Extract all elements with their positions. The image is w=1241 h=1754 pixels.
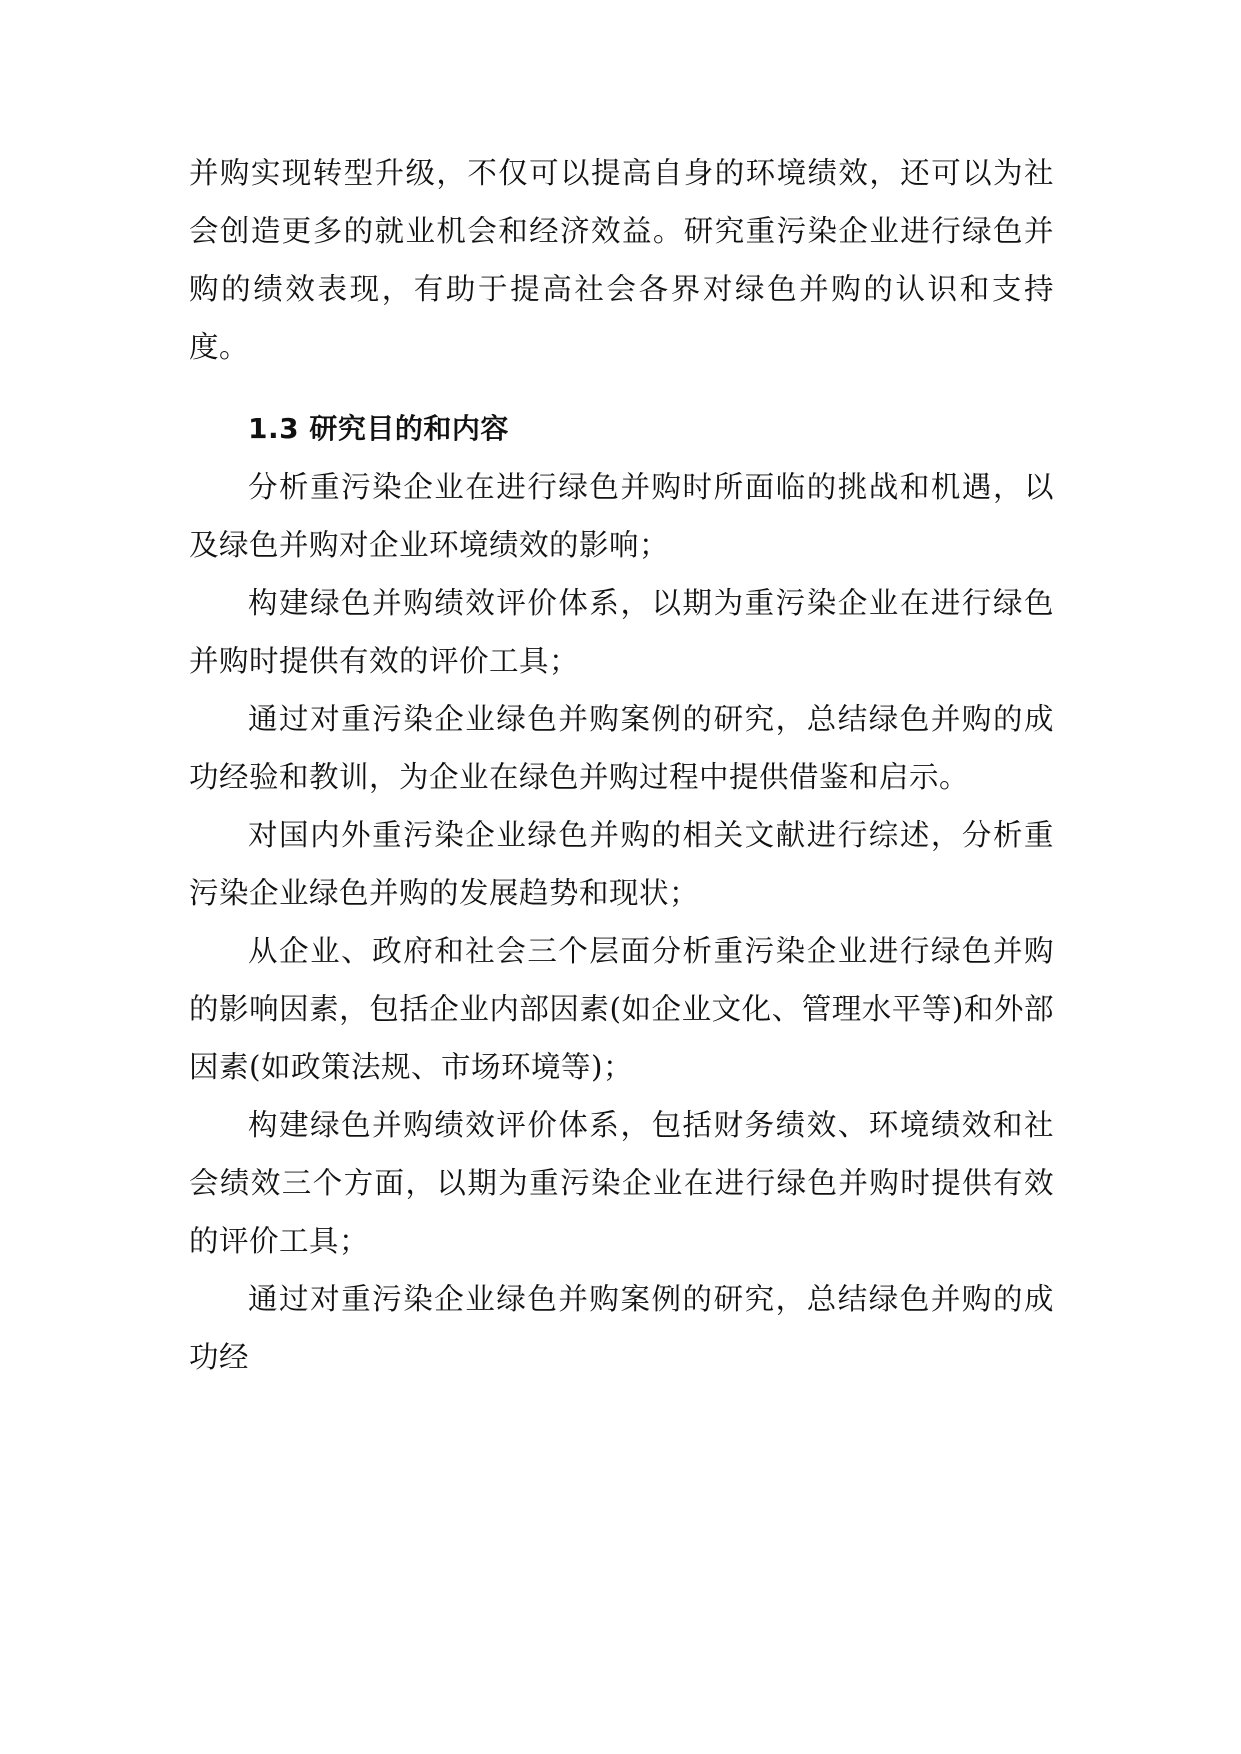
paragraph-4: 对国内外重污染企业绿色并购的相关文献进行综述，分析重污染企业绿色并购的发展趋势和现状； [189, 818, 1054, 910]
paragraph-2: 构建绿色并购绩效评价体系，以期为重污染企业在进行绿色并购时提供有效的评价工具； [189, 586, 1054, 678]
paragraph-1: 分析重污染企业在进行绿色并购时所面临的挑战和机遇，以及绿色并购对企业环境绩效的影响； [189, 470, 1054, 562]
section-heading: 1.3 研究目的和内容 [248, 412, 509, 445]
document-body [189, 144, 1054, 1386]
paragraph-3: 通过对重污染企业绿色并购案例的研究，总结绿色并购的成功经验和教训，为企业在绿色并购过程中提供借鉴和启示。 [189, 702, 1054, 794]
paragraph-6: 构建绿色并购绩效评价体系，包括财务绩效、环境绩效和社会绩效三个方面，以期为重污染企业在进行绿色并购时提供有效的评价工具； [189, 1108, 1054, 1258]
paragraph-7: 通过对重污染企业绿色并购案例的研究，总结绿色并购的成功经 [189, 1282, 1054, 1374]
paragraph-5: 从企业、政府和社会三个层面分析重污染企业进行绿色并购的影响因素，包括企业内部因素(如企业文化、管理水平等)和外部因素(如政策法规、市场环境等)； [189, 934, 1054, 1084]
continuation-paragraph: 并购实现转型升级，不仅可以提高自身的环境绩效，还可以为社会创造更多的就业机会和经济效益。研究重污染企业进行绿色并购的绩效表现，有助于提高社会各界对绿色并购的认识和支持度。 [189, 156, 1054, 364]
